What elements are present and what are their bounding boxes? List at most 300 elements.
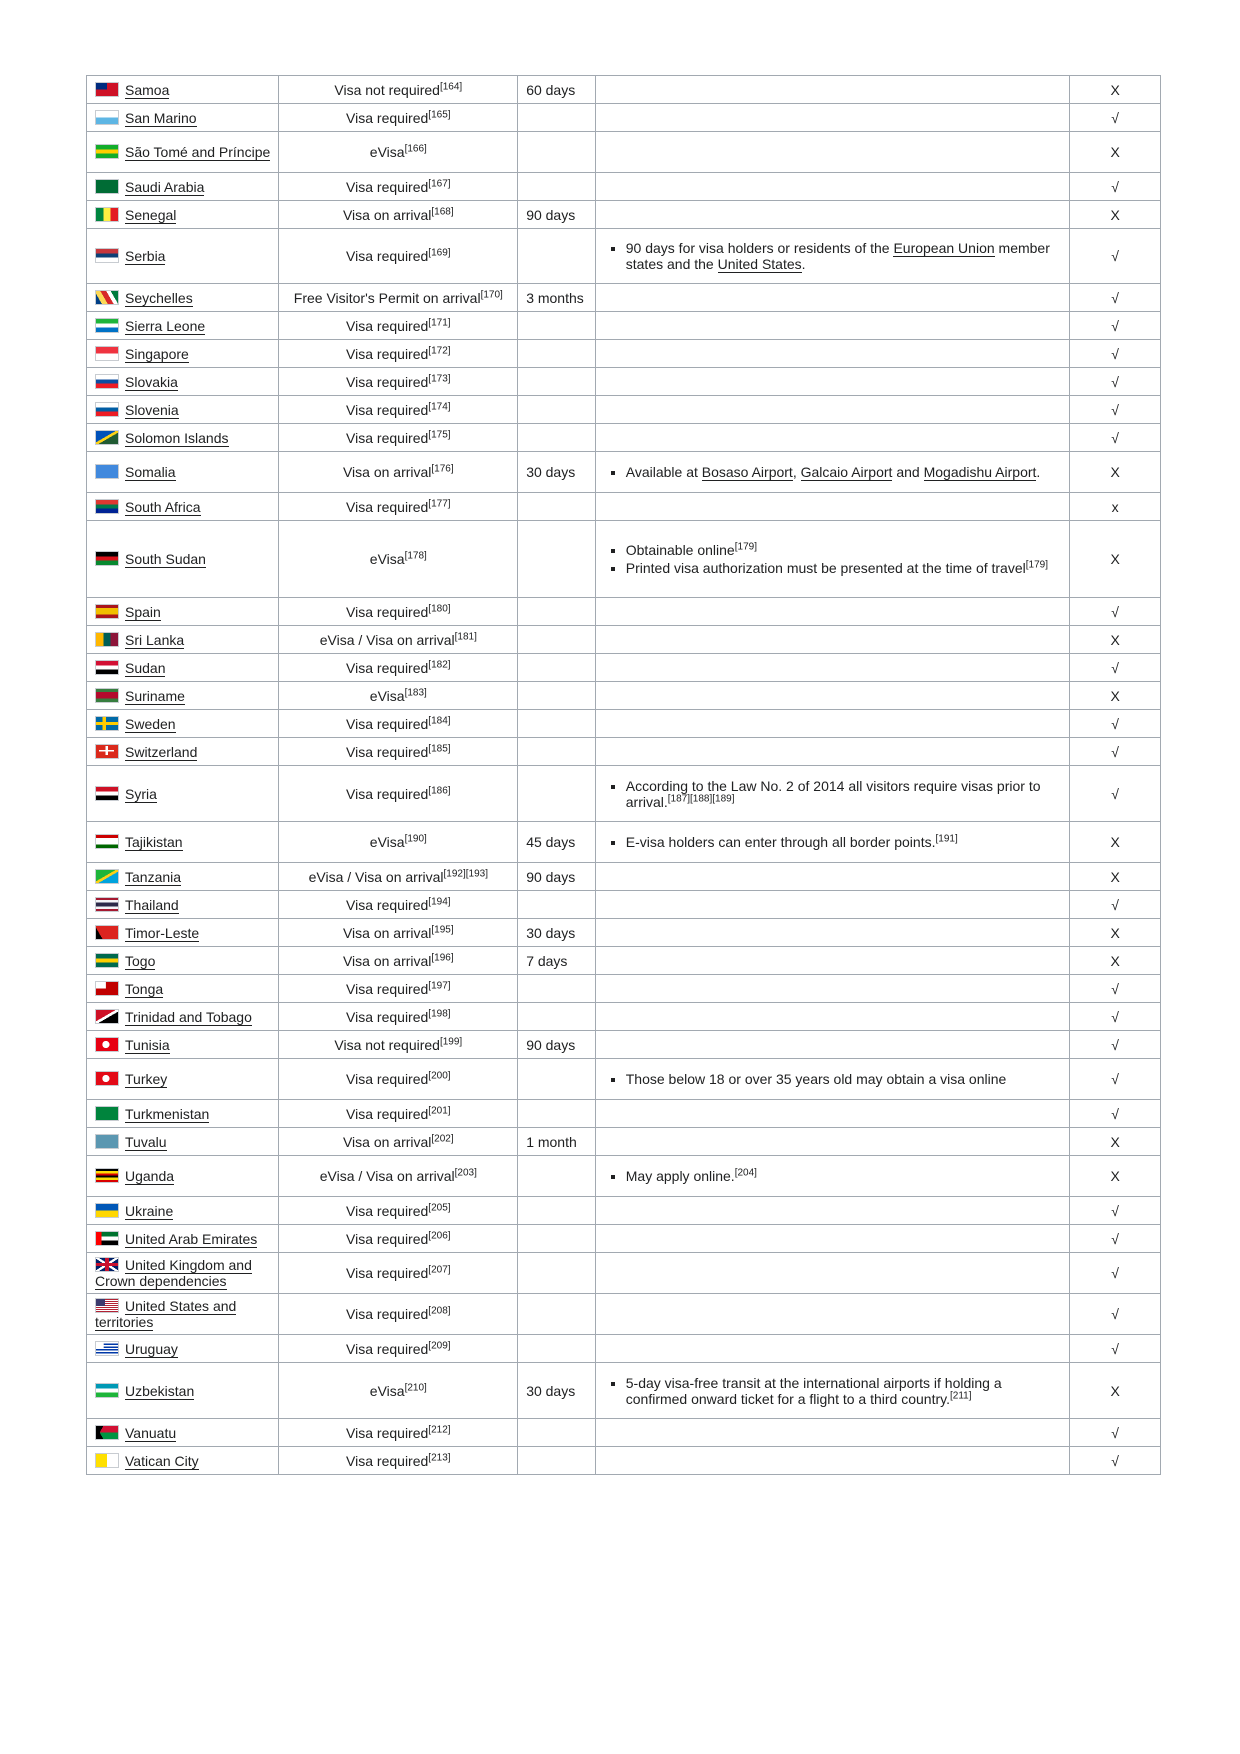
reference-link[interactable]: [210] (404, 1381, 427, 1393)
visa-status-cell (279, 975, 518, 1003)
country-flag-icon (95, 1453, 119, 1468)
requirement-mark: X (1110, 206, 1120, 223)
reference-link[interactable]: [183] (404, 686, 427, 698)
note-text: E-visa holders can enter through all border points. (625, 834, 936, 850)
visa-status-cell (279, 1197, 518, 1225)
allowed-stay-cell (518, 521, 596, 598)
visa-status-cell (279, 1059, 518, 1100)
visa-status: Visa on arrival (342, 952, 432, 969)
allowed-stay-cell (518, 919, 596, 947)
table-row (87, 863, 1161, 891)
country-flag-icon (95, 464, 119, 479)
reference-link[interactable]: [202] (431, 1132, 454, 1144)
country-cell (87, 1419, 279, 1447)
visa-status-cell (279, 1363, 518, 1419)
requirement-mark: X (1110, 81, 1120, 98)
reference-link[interactable]: [190] (404, 833, 427, 845)
country-link[interactable]: Sri Lanka (125, 631, 185, 648)
visa-status: Free Visitor's Permit on arrival (293, 289, 481, 306)
country-link[interactable]: Turkey (125, 1071, 168, 1087)
requirement-mark-cell (1070, 104, 1161, 132)
requirement-mark: √ (1111, 1306, 1119, 1322)
requirement-mark: √ (1111, 289, 1119, 306)
allowed-stay-cell (518, 863, 596, 891)
reference-link[interactable]: [211] (949, 1389, 972, 1401)
reference-link[interactable]: [179] (734, 541, 757, 553)
country-link[interactable]: Saudi Arabia (125, 178, 205, 195)
table-row (87, 682, 1161, 710)
visa-status: Visa required (346, 373, 429, 390)
country-cell (87, 493, 279, 521)
country-link[interactable]: Turkmenistan (125, 1105, 210, 1122)
requirement-mark: √ (1111, 1071, 1119, 1087)
table-row (87, 738, 1161, 766)
table-row (87, 1128, 1161, 1156)
allowed-stay-cell (518, 822, 596, 863)
table-row (87, 521, 1161, 598)
requirement-mark-cell (1070, 1294, 1161, 1335)
table-row (87, 173, 1161, 201)
allowed-stay-cell (518, 766, 596, 822)
requirement-mark-cell (1070, 682, 1161, 710)
notes-cell (595, 919, 1070, 947)
allowed-stay-cell (518, 201, 596, 229)
reference-link[interactable]: [185] (428, 742, 451, 754)
country-link[interactable]: Uganda (125, 1168, 175, 1184)
country-link[interactable]: Sierra Leone (125, 317, 206, 334)
country-link[interactable]: Samoa (125, 81, 170, 98)
reference-link[interactable]: [167] (428, 177, 451, 189)
requirement-mark-cell (1070, 493, 1161, 521)
country-cell (87, 340, 279, 368)
table-row (87, 891, 1161, 919)
requirement-mark: √ (1111, 1008, 1119, 1025)
reference-link[interactable]: [175] (428, 428, 451, 440)
note-link[interactable]: Galcaio Airport (800, 464, 893, 480)
country-cell (87, 766, 279, 822)
table-row (87, 1294, 1161, 1335)
country-cell (87, 1253, 279, 1294)
country-cell (87, 284, 279, 312)
visa-status: Visa required (346, 429, 429, 446)
country-cell (87, 1128, 279, 1156)
visa-status: Visa required (346, 1202, 429, 1219)
note-text: Available at (625, 464, 702, 480)
table-row (87, 822, 1161, 863)
notes-cell (595, 132, 1070, 173)
country-cell (87, 863, 279, 891)
reference-link[interactable]: [171] (428, 316, 451, 328)
table-row (87, 1100, 1161, 1128)
allowed-stay: 7 days (526, 952, 568, 969)
country-link[interactable]: Seychelles (125, 289, 193, 306)
reference-link[interactable]: [206] (428, 1229, 451, 1241)
requirement-mark-cell (1070, 626, 1161, 654)
visa-status: Visa required (346, 178, 429, 195)
country-flag-icon (95, 1298, 119, 1313)
requirement-mark: √ (1111, 317, 1119, 334)
note-text: 5-day visa-free transit at the international airports if holding a confirmed onward ticket for a flight to a third country. (625, 1374, 1002, 1407)
country-flag-icon (95, 318, 119, 333)
country-cell (87, 1335, 279, 1363)
country-link[interactable]: São Tomé and Príncipe (125, 144, 271, 160)
visa-status-cell (279, 368, 518, 396)
note-item (626, 240, 1062, 272)
allowed-stay-cell (518, 229, 596, 284)
country-link[interactable]: Tuvalu (125, 1133, 167, 1150)
reference-link[interactable]: [194] (428, 895, 451, 907)
visa-status-cell (279, 710, 518, 738)
note-link[interactable]: Mogadishu Airport (923, 464, 1037, 480)
reference-link[interactable]: [203] (454, 1167, 477, 1179)
reference-link[interactable]: [165] (428, 108, 451, 120)
requirement-mark-cell (1070, 201, 1161, 229)
country-link[interactable]: Uzbekistan (125, 1382, 195, 1399)
allowed-stay-cell (518, 1156, 596, 1197)
notes-cell (595, 1419, 1070, 1447)
country-cell (87, 626, 279, 654)
country-flag-icon (95, 110, 119, 125)
requirement-mark: X (1110, 631, 1120, 648)
country-link[interactable]: Tunisia (125, 1036, 170, 1053)
country-cell (87, 424, 279, 452)
notes-cell (595, 863, 1070, 891)
reference-link[interactable]: [207] (428, 1264, 451, 1276)
country-link[interactable]: Switzerland (125, 743, 198, 760)
note-text: member states and the (625, 240, 1050, 272)
visa-status-cell (279, 947, 518, 975)
notes-cell (595, 1031, 1070, 1059)
requirement-mark: X (1110, 687, 1120, 704)
note-item (626, 542, 1062, 558)
reference-link[interactable]: [170] (480, 288, 503, 300)
reference-link[interactable]: [166] (404, 143, 427, 155)
notes-list (604, 1071, 1062, 1087)
country-link[interactable]: South Sudan (125, 551, 206, 567)
allowed-stay-cell (518, 1003, 596, 1031)
allowed-stay-cell (518, 1059, 596, 1100)
notes-cell (595, 1156, 1070, 1197)
country-flag-icon (95, 551, 119, 566)
note-item (626, 834, 1062, 850)
requirement-mark-cell (1070, 1335, 1161, 1363)
visa-status: Visa required (346, 896, 429, 913)
requirement-mark-cell (1070, 891, 1161, 919)
country-link[interactable]: Slovakia (125, 373, 178, 390)
country-link[interactable]: Syria (125, 785, 157, 802)
notes-list (604, 240, 1062, 272)
country-cell (87, 822, 279, 863)
reference-link[interactable]: [174] (428, 400, 451, 412)
reference-link[interactable]: [181] (454, 630, 477, 642)
table-row (87, 1447, 1161, 1475)
reference-link[interactable]: [213] (428, 1451, 451, 1463)
notes-cell (595, 424, 1070, 452)
visa-status: Visa required (346, 345, 429, 362)
table-row (87, 1225, 1161, 1253)
requirement-mark: √ (1111, 1036, 1119, 1053)
reference-link[interactable]: [177] (428, 497, 451, 509)
country-flag-icon (95, 430, 119, 445)
visa-status-cell (279, 1031, 518, 1059)
notes-cell (595, 626, 1070, 654)
reference-link[interactable]: [180] (428, 602, 451, 614)
requirement-mark: X (1110, 952, 1120, 969)
country-flag-icon (95, 1106, 119, 1121)
reference-link[interactable]: [209] (428, 1339, 451, 1351)
country-link[interactable]: Timor-Leste (125, 924, 200, 941)
notes-cell (595, 891, 1070, 919)
country-flag-icon (95, 1009, 119, 1024)
reference-link[interactable]: [201] (428, 1104, 451, 1116)
requirement-mark-cell (1070, 1100, 1161, 1128)
reference-link[interactable]: [199] (439, 1035, 463, 1047)
country-flag-icon (95, 346, 119, 361)
note-link[interactable]: United States (717, 256, 802, 272)
table-row (87, 493, 1161, 521)
country-flag-icon (95, 1037, 119, 1052)
note-text: , (792, 464, 801, 480)
requirement-mark-cell (1070, 598, 1161, 626)
requirement-mark-cell (1070, 710, 1161, 738)
country-link[interactable]: Tanzania (125, 868, 182, 885)
allowed-stay-cell (518, 1031, 596, 1059)
notes-cell (595, 1253, 1070, 1294)
note-item (626, 778, 1062, 810)
requirement-mark-cell (1070, 521, 1161, 598)
country-flag-icon (95, 290, 119, 305)
reference-link[interactable]: [192][193] (443, 867, 488, 879)
reference-link[interactable]: [164] (439, 80, 463, 92)
allowed-stay-cell (518, 1419, 596, 1447)
reference-link[interactable]: [173] (428, 372, 451, 384)
visa-status: Visa required (346, 1424, 429, 1441)
notes-cell (595, 312, 1070, 340)
visa-status-cell (279, 132, 518, 173)
country-link[interactable]: Solomon Islands (125, 429, 229, 446)
visa-status: eVisa / Visa on arrival (319, 631, 455, 648)
country-link[interactable]: Vatican City (125, 1452, 199, 1469)
reference-link[interactable]: [168] (431, 205, 454, 217)
notes-cell (595, 822, 1070, 863)
country-link[interactable]: Somalia (125, 464, 176, 480)
requirement-mark-cell (1070, 1447, 1161, 1475)
country-link[interactable]: Uruguay (125, 1340, 178, 1357)
requirement-mark-cell (1070, 1363, 1161, 1419)
allowed-stay-cell (518, 368, 596, 396)
requirement-mark-cell (1070, 1419, 1161, 1447)
requirement-mark: X (1110, 1168, 1120, 1184)
reference-link[interactable]: [205] (428, 1201, 451, 1213)
country-flag-icon (95, 248, 119, 263)
reference-link[interactable]: [184] (428, 714, 451, 726)
visa-status-cell (279, 1128, 518, 1156)
requirement-mark: √ (1111, 1105, 1119, 1122)
requirement-mark-cell (1070, 1197, 1161, 1225)
visa-status-cell (279, 738, 518, 766)
allowed-stay-cell (518, 1447, 596, 1475)
requirement-mark-cell (1070, 1128, 1161, 1156)
notes-cell (595, 710, 1070, 738)
visa-status: eVisa (369, 144, 405, 160)
allowed-stay-cell (518, 654, 596, 682)
country-cell (87, 1003, 279, 1031)
country-flag-icon (95, 374, 119, 389)
reference-link[interactable]: [200] (428, 1070, 451, 1082)
reference-link[interactable]: [212] (428, 1423, 451, 1435)
notes-cell (595, 1197, 1070, 1225)
requirement-mark: √ (1111, 178, 1119, 195)
country-link[interactable]: Sudan (125, 659, 166, 676)
table-row (87, 1363, 1161, 1419)
country-cell (87, 1100, 279, 1128)
visa-requirements-table (86, 75, 1161, 1475)
country-cell (87, 947, 279, 975)
country-flag-icon (95, 1203, 119, 1218)
table-row (87, 598, 1161, 626)
reference-link[interactable]: [172] (428, 344, 451, 356)
country-link[interactable]: Togo (125, 952, 156, 969)
visa-status-cell (279, 654, 518, 682)
country-flag-icon (95, 1071, 119, 1086)
visa-status: Visa required (346, 980, 429, 997)
reference-link[interactable]: [208] (428, 1305, 451, 1317)
requirement-mark: √ (1111, 715, 1119, 732)
country-cell (87, 368, 279, 396)
table-row (87, 626, 1161, 654)
country-flag-icon (95, 604, 119, 619)
allowed-stay-cell (518, 424, 596, 452)
reference-link[interactable]: [197] (428, 979, 451, 991)
country-link[interactable]: Vanuatu (125, 1424, 177, 1441)
country-flag-icon (95, 1341, 119, 1356)
allowed-stay-cell (518, 312, 596, 340)
reference-link[interactable]: [204] (734, 1167, 757, 1179)
allowed-stay-cell (518, 626, 596, 654)
table-row (87, 201, 1161, 229)
allowed-stay-cell (518, 132, 596, 173)
allowed-stay-cell (518, 340, 596, 368)
visa-status-cell (279, 1294, 518, 1335)
visa-status-cell (279, 598, 518, 626)
visa-status-cell (279, 1447, 518, 1475)
visa-status: eVisa / Visa on arrival (319, 1168, 455, 1184)
country-link[interactable]: Trinidad and Tobago (125, 1008, 252, 1025)
country-cell (87, 1447, 279, 1475)
visa-status: Visa required (346, 498, 429, 515)
country-link[interactable]: San Marino (125, 109, 197, 126)
country-link[interactable]: Tonga (125, 980, 164, 997)
allowed-stay: 45 days (526, 834, 576, 850)
allowed-stay: 90 days (526, 868, 576, 885)
table-row (87, 340, 1161, 368)
visa-status: Visa on arrival (342, 464, 432, 480)
visa-status-cell (279, 822, 518, 863)
country-link[interactable]: South Africa (125, 498, 201, 515)
country-link[interactable]: Suriname (125, 687, 185, 704)
notes-cell (595, 104, 1070, 132)
visa-status: Visa required (346, 1230, 429, 1247)
country-cell (87, 654, 279, 682)
requirement-mark-cell (1070, 738, 1161, 766)
reference-link[interactable]: [191] (935, 833, 958, 845)
country-link[interactable]: Slovenia (125, 401, 179, 418)
reference-link[interactable]: [178] (404, 550, 427, 562)
country-link[interactable]: United Kingdom and Crown dependencies (95, 1257, 252, 1289)
notes-cell (595, 1059, 1070, 1100)
requirement-mark-cell (1070, 863, 1161, 891)
note-text: . (1036, 464, 1041, 480)
reference-link[interactable]: [182] (428, 658, 451, 670)
country-flag-icon (95, 1257, 119, 1272)
country-link[interactable]: Ukraine (125, 1202, 174, 1219)
notes-cell (595, 1100, 1070, 1128)
country-cell (87, 104, 279, 132)
reference-link[interactable]: [186] (428, 784, 451, 796)
allowed-stay-cell (518, 975, 596, 1003)
country-link[interactable]: Thailand (125, 896, 179, 913)
note-link[interactable]: Bosaso Airport (701, 464, 793, 480)
allowed-stay: 3 months (526, 289, 584, 306)
visa-status-cell (279, 452, 518, 493)
country-link[interactable]: Serbia (125, 248, 166, 264)
country-link[interactable]: Spain (125, 603, 161, 620)
visa-status: Visa required (346, 109, 429, 126)
reference-link[interactable]: [179] (1025, 559, 1048, 571)
reference-link[interactable]: [196] (431, 951, 454, 963)
note-link[interactable]: European Union (893, 240, 995, 256)
visa-status: Visa required (346, 248, 429, 264)
country-flag-icon (95, 981, 119, 996)
reference-link[interactable]: [195] (431, 923, 454, 935)
reference-link[interactable]: [198] (428, 1007, 451, 1019)
visa-status: Visa required (346, 1105, 429, 1122)
requirement-mark: X (1110, 924, 1120, 941)
notes-cell (595, 1294, 1070, 1335)
reference-link[interactable]: [187][188][189] (667, 792, 735, 804)
requirement-mark-cell (1070, 76, 1161, 104)
requirement-mark-cell (1070, 654, 1161, 682)
notes-list (604, 834, 1062, 850)
reference-link[interactable]: [176] (431, 463, 454, 475)
country-flag-icon (95, 786, 119, 801)
visa-status: Visa required (346, 715, 429, 732)
country-flag-icon (95, 207, 119, 222)
country-flag-icon (95, 1231, 119, 1246)
country-link[interactable]: Senegal (125, 206, 177, 223)
reference-link[interactable]: [169] (428, 247, 451, 259)
notes-list (604, 542, 1062, 576)
note-text: May apply online. (625, 1168, 735, 1184)
visa-status: eVisa (369, 687, 405, 704)
country-flag-icon (95, 660, 119, 675)
allowed-stay-cell (518, 598, 596, 626)
visa-status-cell (279, 1335, 518, 1363)
country-link[interactable]: United States and territories (95, 1298, 237, 1330)
visa-status: Visa required (346, 1306, 429, 1322)
notes-cell (595, 340, 1070, 368)
country-flag-icon (95, 1425, 119, 1440)
requirement-mark: √ (1111, 109, 1119, 126)
requirement-mark: X (1110, 868, 1120, 885)
requirement-mark-cell (1070, 229, 1161, 284)
allowed-stay-cell (518, 76, 596, 104)
country-link[interactable]: United Arab Emirates (125, 1230, 258, 1247)
country-link[interactable]: Sweden (125, 715, 176, 732)
country-link[interactable]: Singapore (125, 345, 189, 362)
allowed-stay-cell (518, 710, 596, 738)
country-link[interactable]: Tajikistan (125, 834, 183, 850)
